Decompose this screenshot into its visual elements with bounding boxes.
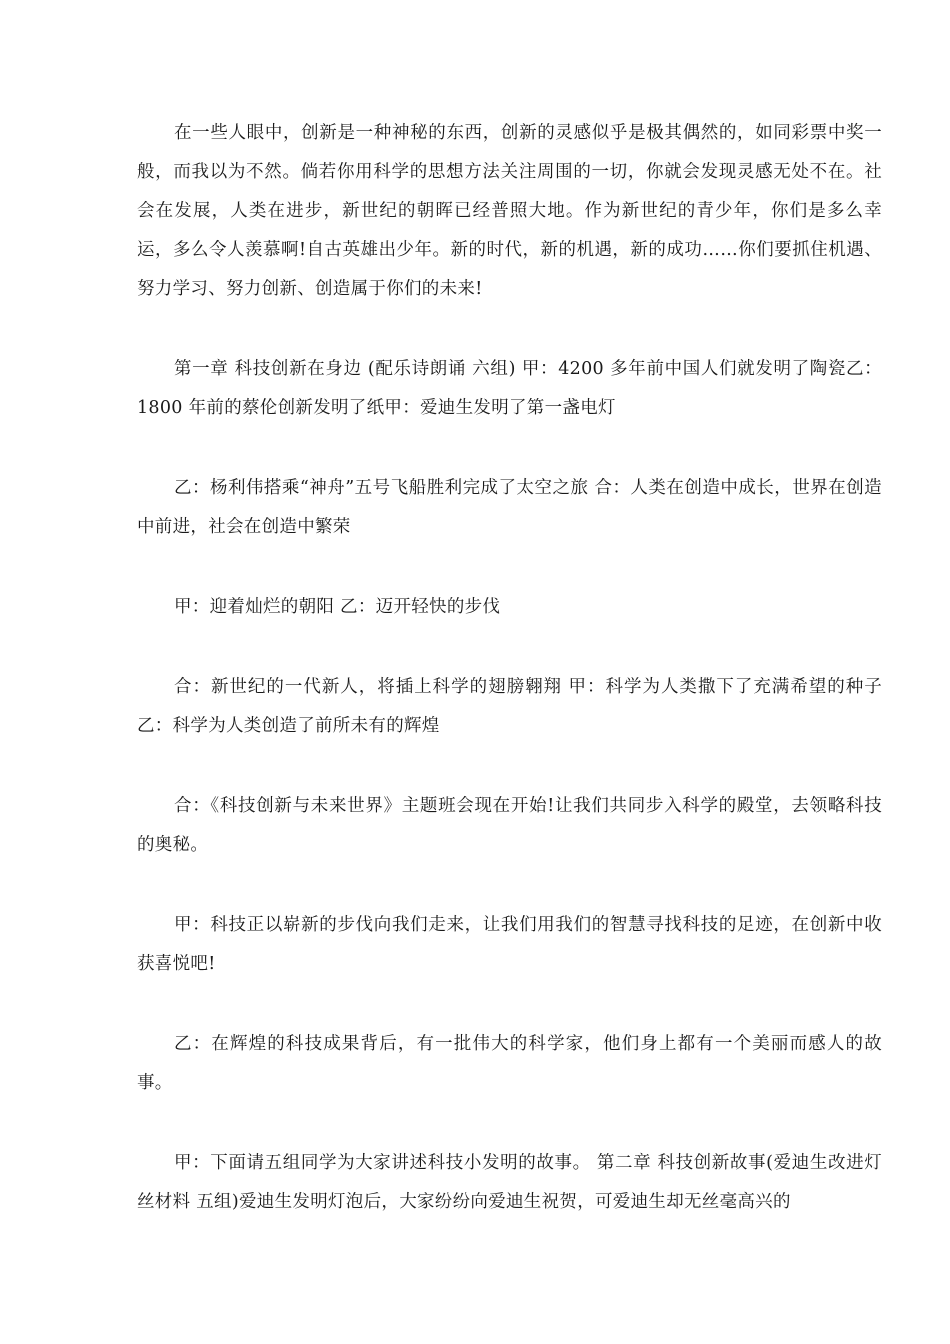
paragraph-tech-footsteps: 甲：科技正以崭新的步伐向我们走来，让我们用我们的智慧寻找科技的足迹，在创新中收获喜悦吧! xyxy=(137,915,882,974)
document-body xyxy=(137,114,882,1263)
paragraph-yang-liwei: 乙：杨利伟搭乘“神舟”五号飞船胜利完成了太空之旅 合：人类在创造中成长，世界在创造中前进，社会在创造中繁荣 xyxy=(137,478,882,537)
paragraph-class-meeting: 合：《科技创新与未来世界》主题班会现在开始!让我们共同步入科学的殿堂，去领略科技的奥秘。 xyxy=(137,796,882,855)
paragraph-chapter-one: 第一章 科技创新在身边 (配乐诗朗诵 六组) 甲：4200 多年前中国人们就发明了陶瓷乙：1800 年前的蔡伦创新发明了纸甲：爱迪生发明了第一盏电灯 xyxy=(137,359,882,418)
paragraph-intro: 在一些人眼中，创新是一种神秘的东西，创新的灵感似乎是极其偶然的，如同彩票中奖一般，而我以为不然。倘若你用科学的思想方法关注周围的一切，你就会发现灵感无处不在。社会在发展，人类在进步，新世纪的朝晖已经普照大地。作为新世纪的青少年，你们是多么幸运，多么令人羡慕啊!自古英雄出少年。新的时代，新的机遇，新的成功……你们要抓住机遇、努力学习、努力创新、创造属于你们的未来! xyxy=(137,123,882,299)
paragraph-morning-sun: 甲：迎着灿烂的朝阳 乙：迈开轻快的步伐 xyxy=(174,597,501,617)
paragraph-chapter-two: 甲：下面请五组同学为大家讲述科技小发明的故事。 第二章 科技创新故事(爱迪生改进灯丝材料 五组)爱迪生发明灯泡后，大家纷纷向爱迪生祝贺，可爱迪生却无丝毫高兴的 xyxy=(137,1153,882,1212)
paragraph-scientists: 乙：在辉煌的科技成果背后，有一批伟大的科学家，他们身上都有一个美丽而感人的故事。 xyxy=(137,1034,882,1093)
paragraph-new-generation: 合：新世纪的一代新人，将插上科学的翅膀翱翔 甲：科学为人类撒下了充满希望的种子 乙：科学为人类创造了前所未有的辉煌 xyxy=(137,677,882,736)
